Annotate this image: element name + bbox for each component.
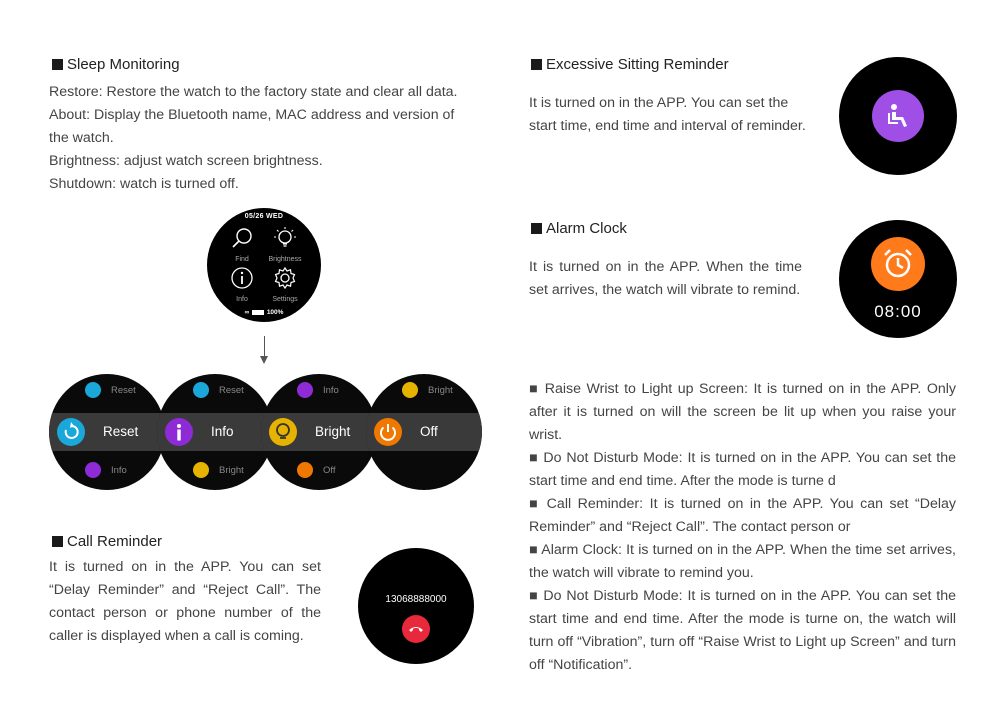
call-reminder-title: Call Reminder bbox=[67, 533, 163, 550]
alarm-clock-icon bbox=[881, 247, 915, 281]
power-icon bbox=[374, 418, 402, 446]
alarm-icon-circle bbox=[871, 237, 925, 291]
sitting-person-icon bbox=[883, 101, 913, 131]
alarm-clock-text: It is turned on in the APP. When the time set arrives, the watch will vibrate to remind. bbox=[529, 259, 802, 298]
main-label: Reset bbox=[103, 424, 139, 439]
sitting-icon-circle bbox=[872, 90, 924, 142]
top-label: Reset bbox=[219, 385, 244, 396]
info-small-icon bbox=[85, 462, 101, 478]
alarm-clock-title: Alarm Clock bbox=[546, 220, 627, 237]
battery-status bbox=[207, 309, 321, 316]
phone-hangup-icon bbox=[408, 624, 424, 634]
bright-watch-face bbox=[261, 374, 377, 490]
battery-icon bbox=[252, 310, 264, 315]
sleep-monitoring-heading bbox=[52, 56, 180, 73]
sleep-line: About: Display the Bluetooth name, MAC address and version of bbox=[49, 107, 455, 123]
square-bullet-icon bbox=[531, 223, 542, 234]
off-small-icon bbox=[297, 462, 313, 478]
caller-number: 13068888000 bbox=[385, 594, 447, 605]
settings-menu-item bbox=[265, 266, 305, 303]
bulb-icon bbox=[269, 418, 297, 446]
battery-percent: 100% bbox=[266, 309, 284, 316]
reset-watch-face bbox=[49, 374, 165, 490]
top-label: Info bbox=[323, 385, 339, 396]
magnifier-icon bbox=[230, 226, 254, 250]
bottom-label: Bright bbox=[219, 465, 244, 476]
alarm-clock-heading bbox=[531, 220, 627, 237]
find-label: Find bbox=[235, 256, 249, 263]
menu-watch-face bbox=[207, 208, 321, 322]
call-watch-face bbox=[358, 548, 474, 664]
hang-up-button bbox=[402, 615, 430, 643]
info-icon bbox=[230, 266, 254, 290]
settings-label: Settings bbox=[272, 296, 298, 303]
main-label: Bright bbox=[315, 424, 351, 439]
sitting-reminder-text: It is turned on in the APP. You can set the start time, end time and interval of reminder. bbox=[529, 95, 806, 134]
main-label: Off bbox=[420, 424, 438, 439]
feature-list bbox=[529, 378, 956, 677]
square-bullet-icon bbox=[52, 59, 63, 70]
bottom-label: Off bbox=[323, 465, 336, 476]
sleep-line: Shutdown: watch is turned off. bbox=[49, 176, 239, 192]
watch-date: 05/26 WED bbox=[244, 213, 284, 220]
info-small-icon bbox=[297, 382, 313, 398]
bright-small-icon bbox=[402, 382, 418, 398]
find-menu-item bbox=[222, 226, 262, 263]
info-watch-face bbox=[157, 374, 273, 490]
info-menu-item bbox=[222, 266, 262, 303]
brightness-label: Brightness bbox=[268, 256, 302, 263]
bright-small-icon bbox=[193, 462, 209, 478]
link-icon: ∞ bbox=[244, 309, 250, 316]
info-icon bbox=[165, 418, 193, 446]
sleep-monitoring-title: Sleep Monitoring bbox=[67, 56, 180, 73]
feature-item: ■ Do Not Disturb Mode: It is turned on in the APP. You can set the start time and end time. After the mode is turne d bbox=[529, 450, 956, 489]
feature-item: ■ Do Not Disturb Mode: It is turned on in the APP. You can set the start time and end time. After the mode is turne on, the watch will turn off “Vibration”, turn off “Raise Wrist to Light up Screen” and turn off “Notification”. bbox=[529, 588, 956, 673]
feature-item: ■ Call Reminder: It is turned on in the APP. You can set “Delay Reminder” and “Reject Call”. The contact person or bbox=[529, 496, 956, 535]
brightness-menu-item bbox=[265, 226, 305, 263]
reset-small-icon bbox=[85, 382, 101, 398]
info-label: Info bbox=[236, 296, 248, 303]
sitting-reminder-heading bbox=[531, 56, 729, 73]
alarm-time: 08:00 bbox=[874, 302, 922, 321]
top-label: Reset bbox=[111, 385, 136, 396]
square-bullet-icon bbox=[531, 59, 542, 70]
main-label: Info bbox=[211, 424, 234, 439]
reset-icon bbox=[57, 418, 85, 446]
bulb-icon bbox=[273, 226, 297, 250]
feature-item: ■ Alarm Clock: It is turned on in the APP. When the time set arrives, the watch will vibrate to remind you. bbox=[529, 542, 956, 581]
sleep-monitoring-text bbox=[49, 81, 489, 196]
sitting-reminder-title: Excessive Sitting Reminder bbox=[546, 56, 729, 73]
sleep-line: Brightness: adjust watch screen brightness. bbox=[49, 153, 323, 169]
reset-small-icon bbox=[193, 382, 209, 398]
alarm-watch-face bbox=[839, 220, 957, 338]
gear-icon bbox=[273, 266, 297, 290]
down-arrow-icon bbox=[260, 356, 268, 364]
down-arrow-line bbox=[264, 336, 265, 358]
call-reminder-heading bbox=[52, 533, 162, 550]
sitting-watch-face bbox=[839, 57, 957, 175]
call-reminder-text: It is turned on in the APP. You can set “Delay Reminder” and “Reject Call”. The contact person or phone number of the caller is displayed when a call is coming. bbox=[49, 559, 321, 644]
square-bullet-icon bbox=[52, 536, 63, 547]
sleep-line: Restore: Restore the watch to the factory state and clear all data. bbox=[49, 84, 458, 100]
feature-item: ■ Raise Wrist to Light up Screen: It is turned on in the APP. Only after it is turned on will the screen be lit up when you raise your wrist. bbox=[529, 381, 956, 443]
off-watch-face bbox=[366, 374, 482, 490]
bottom-label: Info bbox=[111, 465, 127, 476]
top-label: Bright bbox=[428, 385, 453, 396]
sleep-line: the watch. bbox=[49, 130, 114, 146]
